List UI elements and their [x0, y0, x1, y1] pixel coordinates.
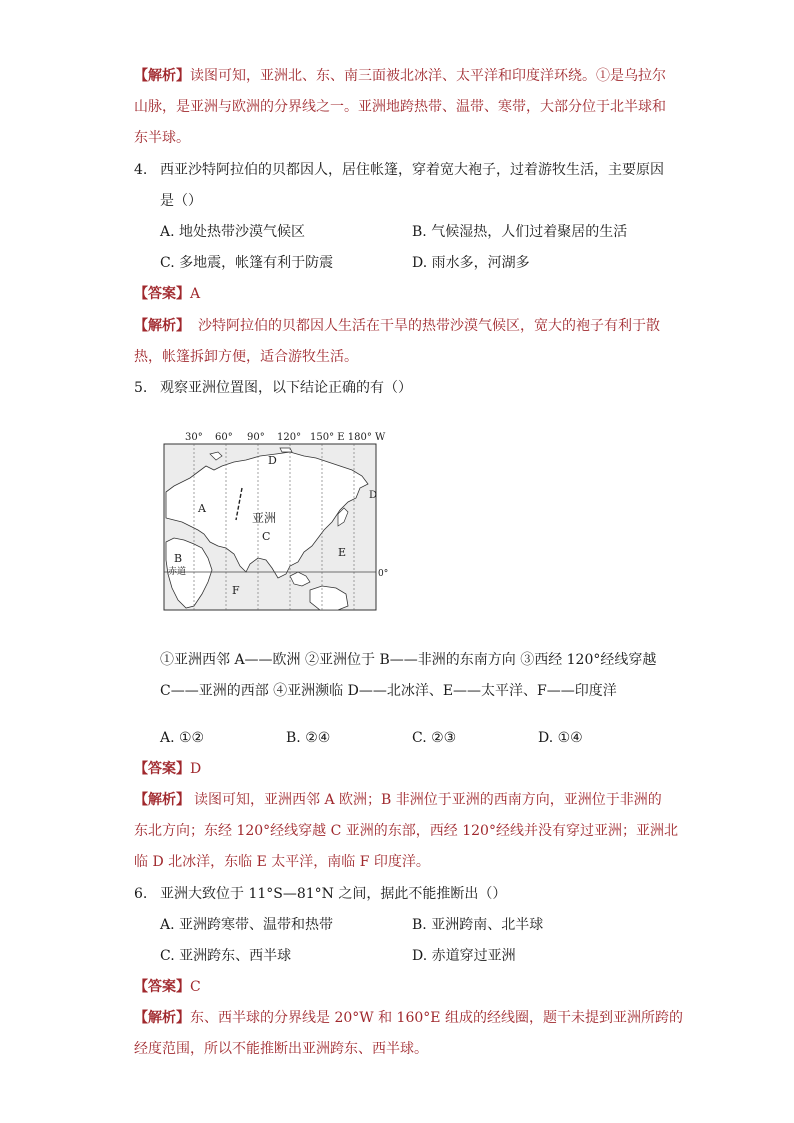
map-letter-c: C [262, 530, 271, 543]
lon-label-30: 30° [185, 432, 203, 443]
q3-analysis-line-3: 东半球。 [134, 130, 190, 146]
q5-statements-line-2: C——亚洲的西部 ④亚洲濒临 D——北冰洋、E——太平洋、F——印度洋 [160, 683, 617, 699]
question-number: 5. [134, 380, 148, 396]
q4-option-b: B. 气候湿热，人们过着聚居的生活 [412, 224, 628, 240]
lon-label-90: 90° [247, 432, 265, 443]
q6-analysis-line-2: 经度范围，所以不能推断出亚洲跨东、西半球。 [134, 1041, 428, 1057]
q4-analysis-line-2: 热，帐篷拆卸方便，适合游牧生活。 [134, 349, 358, 365]
q6-option-b: B. 亚洲跨南、北半球 [412, 917, 544, 933]
q4-analysis-line-1: 【解析】 沙特阿拉伯的贝都因人生活在干旱的热带沙漠气候区，宽大的袍子有利于散 [134, 318, 660, 334]
map-letter-b: B [174, 552, 183, 565]
q6-option-a: A. 亚洲跨寒带、温带和热带 [160, 917, 334, 933]
q6-option-c: C. 亚洲跨东、西半球 [160, 948, 292, 964]
question-number: 6. [134, 886, 148, 902]
map-label-asia: 亚洲 [252, 511, 277, 525]
map-letter-f: F [232, 584, 240, 597]
q5-analysis-line-3: 临 D 北冰洋，东临 E 太平洋，南临 F 印度洋。 [134, 854, 430, 870]
q5-statements-line-1: ①亚洲西邻 A——欧洲 ②亚洲位于 B——非洲的东南方向 ③西经 120°经线穿越 [160, 652, 657, 668]
q4-option-d: D. 雨水多，河湖多 [412, 255, 530, 271]
q4-option-a: A. 地处热带沙漠气候区 [160, 224, 306, 240]
q5-option-c: C. ②③ [412, 730, 457, 746]
analysis-tag: 【解析】 [134, 68, 190, 84]
asia-location-map [160, 430, 390, 612]
map-equator-text: 赤道 [168, 567, 187, 577]
q4-stem-line-2: 是（） [160, 193, 202, 209]
q5-analysis-line-2: 东北方向；东经 120°经线穿越 C 亚洲的东部，西经 120°经线并没有穿过亚洲；亚洲北 [134, 823, 678, 839]
q5-answer: 【答案】D [134, 761, 202, 777]
map-equator-label: 0° [378, 569, 389, 579]
q3-analysis-line-1: 【解析】读图可知，亚洲北、东、南三面被北冰洋、太平洋和印度洋环绕。①是乌拉尔 [134, 68, 666, 84]
map-figure [160, 430, 390, 612]
q6-option-d: D. 赤道穿过亚洲 [412, 948, 516, 964]
q6-analysis-line-1: 【解析】东、西半球的分界线是 20°W 和 160°E 组成的经线圈，题干未提到亚洲所跨的 [134, 1010, 683, 1026]
map-letter-a: A [198, 502, 206, 515]
q4-answer: 【答案】A [134, 286, 201, 302]
question-number: 4. [134, 162, 148, 178]
lon-label-120: 120° [277, 432, 302, 443]
map-letter-d-right: D [369, 490, 378, 501]
q4-option-c: C. 多地震，帐篷有利于防震 [160, 255, 334, 271]
q3-analysis-line-2: 山脉，是亚洲与欧洲的分界线之一。亚洲地跨热带、温带、寒带，大部分位于北半球和 [134, 99, 666, 115]
q5-option-b: B. ②④ [286, 730, 331, 746]
lon-label-150-180: 150° E 180° W [310, 432, 386, 443]
map-letter-e: E [338, 546, 347, 559]
q5-analysis-line-1: 【解析】 读图可知，亚洲西邻 A 欧洲；B 非洲位于亚洲的西南方向，亚洲位于非洲的 [134, 792, 662, 808]
q5-stem: 5. 观察亚洲位置图，以下结论正确的有（） [134, 380, 412, 396]
q6-stem: 6. 亚洲大致位于 11°S—81°N 之间，据此不能推断出（） [134, 886, 507, 902]
q5-option-d: D. ①④ [538, 730, 583, 746]
lon-label-60: 60° [215, 432, 233, 443]
q4-stem-line-1: 4. 西亚沙特阿拉伯的贝都因人，居住帐篷，穿着宽大袍子，过着游牧生活，主要原因 [134, 162, 664, 178]
q6-answer: 【答案】C [134, 979, 201, 995]
map-letter-d-top: D [268, 454, 277, 467]
q5-option-a: A. ①② [160, 730, 205, 746]
